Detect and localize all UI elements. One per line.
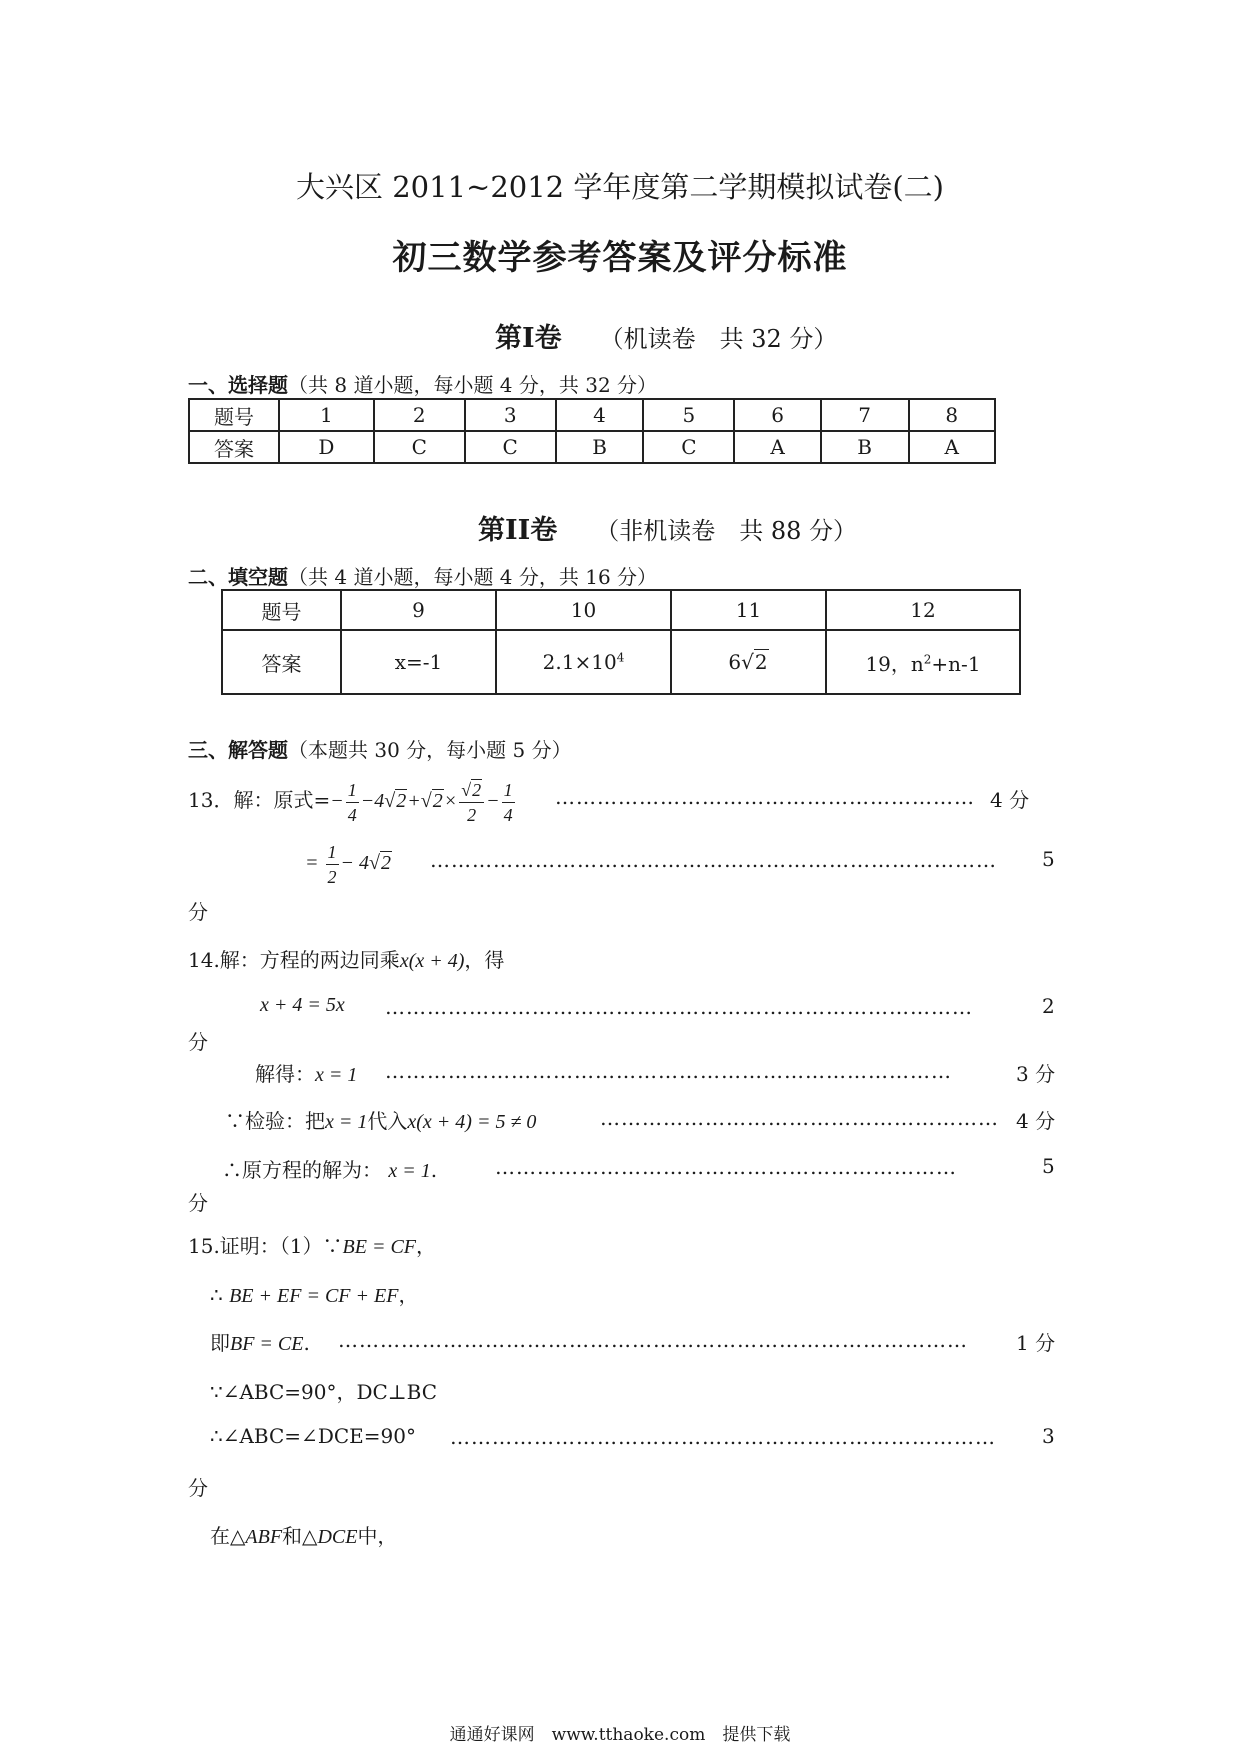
answer-12-prefix: 19，n [865,651,924,676]
sqrt-symbol: √2 [741,650,768,674]
dot-leader: ……………………………………………………………………… [385,1059,952,1083]
answer-12-suffix: +n-1 [931,651,981,676]
table-row [222,590,1020,630]
answer-key-title: 初三数学参考答案及评分标准 [392,238,848,278]
fill-in-answer-table [221,589,1021,695]
section-2-title: 二、填空题 [188,565,288,589]
section-2-note: （共 4 道小题，每小题 4 分，共 16 分） [288,565,658,589]
q15-score-unit-3: 分 [188,1476,208,1500]
q14-equation: x + 4 = 5x [260,994,345,1016]
section-1-title: 一、选择题 [188,373,288,397]
dot-leader: ……………………………………………………………………… [430,848,997,872]
q14-solve-line [255,1058,357,1087]
answer-cell: C [374,431,465,463]
row-label: 答案 [189,431,279,463]
volume-2-note: （非机读卷 共 88 分） [595,517,858,545]
q14-intro: 14.解：方程的两边同乘 [188,948,400,972]
answer-cell: x=-1 [341,630,496,694]
dot-leader: ………………………………………………… [600,1106,999,1130]
table-row [222,630,1020,694]
q13-line-1 [188,770,517,830]
volume-2-heading [478,508,857,547]
q15-line-6 [210,1520,397,1549]
answer-cell [496,630,671,694]
section-1-note: （共 8 道小题，每小题 4 分，共 32 分） [288,373,658,397]
q14-intro-end: ，得 [464,948,505,972]
q15-line-2 [210,1279,418,1308]
q15-score-3: 3 [1042,1424,1055,1448]
q14-score-2: 2 [1042,994,1055,1018]
question-number: 1 [279,399,374,431]
volume-1-note: （机读卷 共 32 分） [599,325,838,353]
answer-cell: D [279,431,374,463]
section-1-heading [188,369,657,398]
q14-check-mid: 代入 [367,1109,408,1133]
volume-1-heading [495,316,837,355]
q15-line-6-end: 中， [357,1524,398,1548]
q13-score-1: 4 分 [990,788,1030,812]
exam-title: 大兴区 2011~2012 学年度第二学期模拟试卷(二) [296,170,944,204]
answer-11-coefficient: 6 [728,650,742,674]
q14-conclusion-math: x = 1 [388,1160,431,1182]
q13-score-2: 5 [1042,847,1055,871]
question-number: 2 [374,399,465,431]
q13-expression: − $\frac{1}{4}$ −4√2+√2× $\frac{√2}{2}$ − $\frac{1}{4}$ [330,779,513,825]
question-number: 12 [826,590,1020,630]
q15-triangle-2: DCE [317,1526,358,1548]
question-number: 9 [341,590,496,630]
q15-intro-end: ， [416,1234,437,1258]
q15-line-3-end: . [303,1331,310,1355]
answer-cell [826,630,1020,694]
q15-triangle-1: ABF [245,1526,283,1548]
answer-11-radicand: 2 [754,650,768,674]
q15-line-1 [188,1230,436,1259]
answer-10-exponent: 4 [616,650,625,665]
q13-score-unit: 分 [188,900,208,924]
q14-conclusion-end: . [430,1158,438,1182]
row-label: 题号 [189,399,279,431]
volume-1-name: 第I卷 [495,323,562,354]
q15-line-3-math: BF = CE [230,1333,304,1355]
dot-leader: ………………………………………………………… [495,1155,957,1179]
q14-line-1 [188,944,504,973]
q15-intro-math: BE = CF [342,1236,417,1258]
q14-check-label: ∵检验：把 [225,1109,325,1133]
section-3-note: （本题共 30 分，每小题 5 分） [288,738,572,762]
q15-line-3 [210,1327,310,1356]
q14-check-math-2: x(x + 4) = 5 ≠ 0 [407,1111,537,1133]
q13-result: = $\frac{1}{2}$ − 4√2 [305,841,391,887]
table-row [189,431,995,463]
row-label: 答案 [222,630,341,694]
volume-2-name: 第II卷 [478,515,558,546]
question-number: 6 [734,399,820,431]
table-row [189,399,995,431]
q14-intro-math: x(x + 4) [399,950,465,972]
answer-cell: C [465,431,556,463]
answer-cell: B [821,431,909,463]
q13-label: 13．解：原式= [188,788,331,812]
q14-conclusion-label: ∴原方程的解为： [222,1158,382,1182]
q15-line-3-prefix: 即 [210,1331,230,1355]
dot-leader: …………………………………………………………………… [450,1425,996,1449]
question-number: 8 [909,399,996,431]
answer-12-exponent: 2 [923,651,932,666]
dot-leader: ……………………………………………………………………………… [338,1328,968,1352]
question-number: 11 [671,590,826,630]
q14-conclusion-line [222,1154,437,1183]
question-number: 10 [496,590,671,630]
q14-check-line [225,1105,536,1134]
q14-solve-math: x = 1 [315,1064,358,1086]
q15-line-6-mid: 和△ [282,1524,318,1548]
dot-leader: …………………………………………………… [555,785,975,809]
row-label: 题号 [222,590,341,630]
q15-line-2-math: BE + EF = CF + EF [229,1285,399,1307]
q15-line-5: ∴∠ABC=∠DCE=90° [210,1424,416,1448]
q15-score-1: 1 分 [1016,1331,1056,1355]
q14-score-4: 4 分 [1016,1109,1056,1133]
answer-cell: A [734,431,820,463]
dot-leader: ………………………………………………………………………… [385,995,973,1019]
q14-score-unit-5: 分 [188,1191,208,1215]
q15-line-2-end: ， [398,1283,419,1307]
section-2-heading [188,561,657,590]
section-3-heading [188,734,572,763]
q14-solve-label: 解得： [255,1062,315,1086]
section-3-title: 三、解答题 [188,738,288,762]
choice-answer-table [188,398,996,464]
question-number: 5 [643,399,734,431]
q15-intro: 15.证明：（1）∵ [188,1234,343,1258]
footer-credit: 通通好课网 www.tthaoke.com 提供下载 [449,1725,791,1745]
answer-10-base: 2.1×10 [542,650,617,674]
question-number: 4 [556,399,644,431]
q14-score-unit-2: 分 [188,1030,208,1054]
answer-cell: A [909,431,996,463]
q15-line-4: ∵∠ABC=90°，DC⊥BC [210,1380,438,1404]
answer-cell: B [556,431,644,463]
therefore-symbol: ∴ [210,1283,223,1307]
q14-score-3: 3 分 [1016,1062,1056,1086]
answer-cell [671,630,826,694]
question-number: 7 [821,399,909,431]
q14-score-5: 5 [1042,1154,1055,1178]
q14-check-math-1: x = 1 [325,1111,368,1133]
answer-cell: C [643,431,734,463]
q13-line-2 [305,832,392,892]
q15-line-6-prefix: 在△ [210,1524,246,1548]
question-number: 3 [465,399,556,431]
